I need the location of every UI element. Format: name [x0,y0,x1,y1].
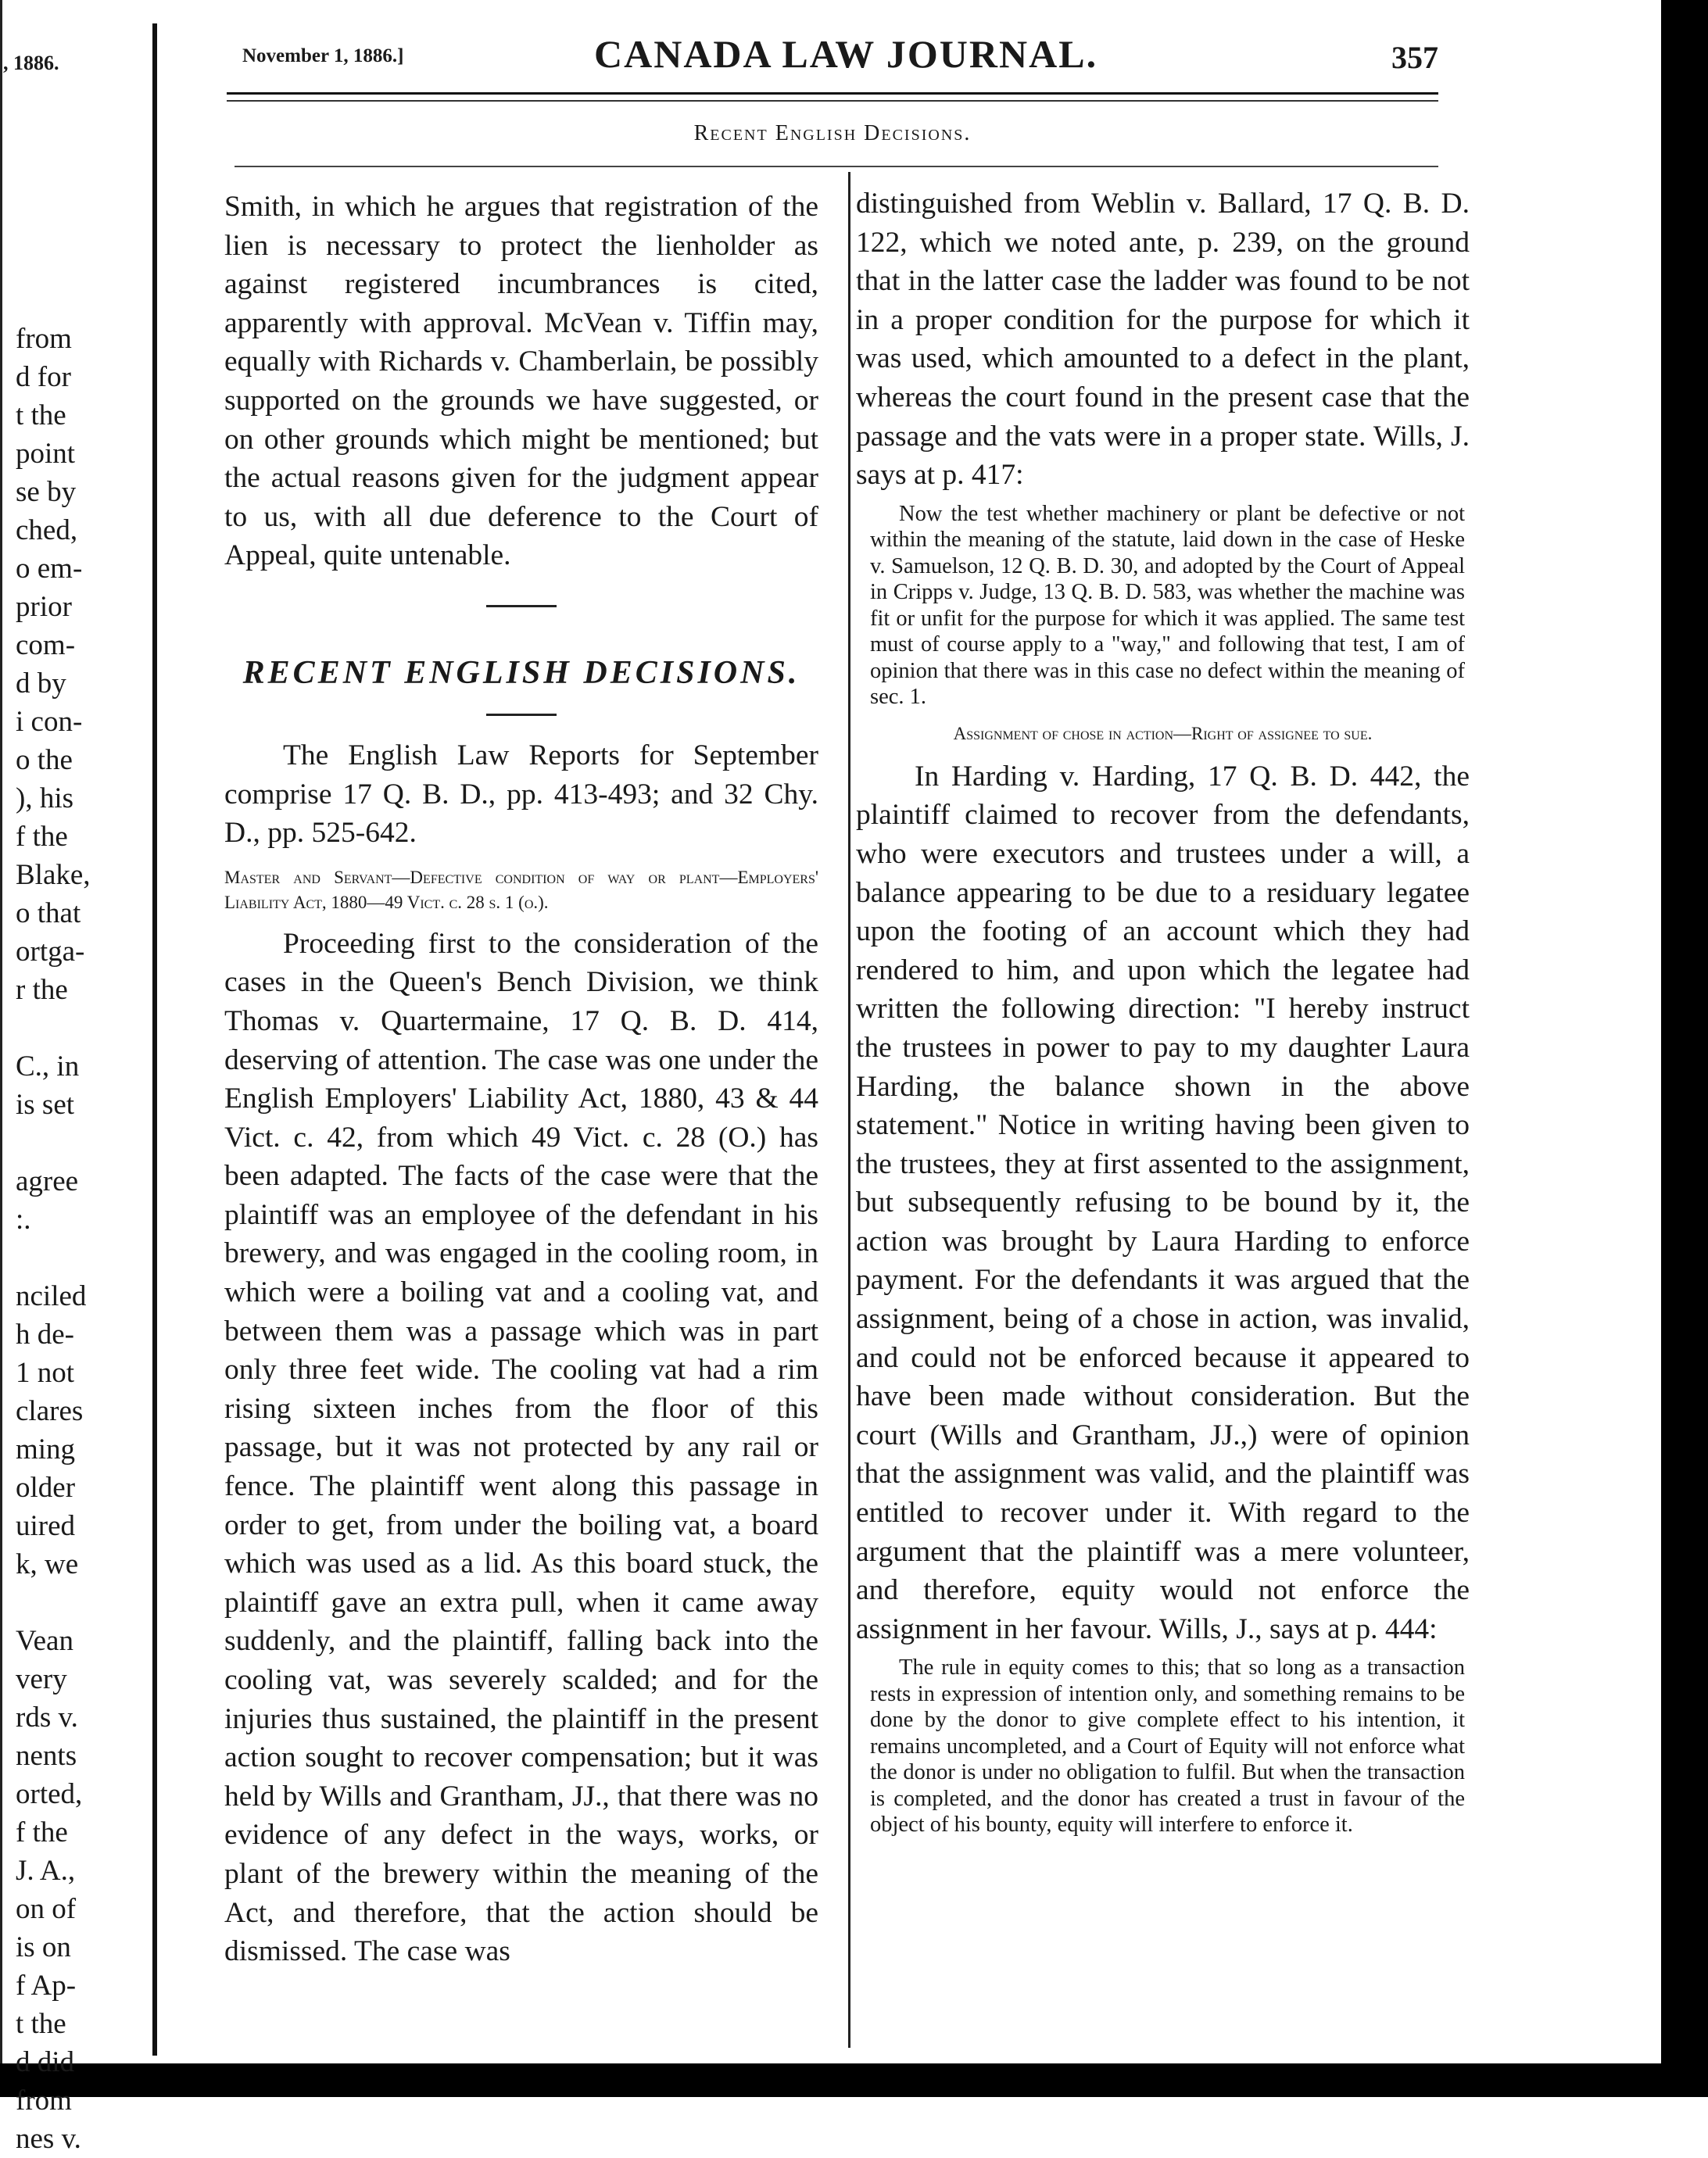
previous-page-line: very [16,1663,67,1695]
previous-page-line: d for [16,361,71,393]
main-paragraph: Proceeding first to the consideration of the cases in the Queen's Bench Division, we think Thomas v. Quartermaine, 17 Q. B. D. 414, deserving of attention. The case was one under the English Employers' Liability Act, 1880, 43 & 44 Vict. c. 42, from which 49 Vict. c. 28 (O.) has been adapted. The facts of the case were that the plaintiff was an employee of the defendant in his brewery, and was engaged in the cooling room, in which were a boiling vat and a cooling vat, and between them was a passage which was in part only three feet wide. The cooling vat had a rim rising sixteen inches from the floor of this passage, but it was not protected by any rail or fence. The plaintiff went along this passage in order to get, from under the boiling vat, a board which was used as a lid. As this board stuck, the plaintiff gave an extra pull, when it came away suddenly, and the plaintiff, falling back into the cooling vat, was severely scalded; and for the injuries thus sustained, the plaintiff in the present action sought to recover compensation; but it was held by Wills and Grantham, JJ., that there was no evidence of any defect in the ways, works, or plant of the brewery within the meaning of the Act, and therefore, that the action should be dismissed. The case was [224,927,818,1968]
previous-page-line: r the [16,974,68,1006]
previous-page-line: point [16,438,76,470]
continuation-paragraph: distinguished from Weblin v. Ballard, 17 Q. B. D. 122, which we noted ante, p. 239, on the ground that in the latter case the ladder was found to be not in a proper condition for the purpose for which it was used, which amounted to a defect in the plant, whereas the court found in the present case that the passage and the vats were in a proper state. Wills, J. says at p. 417: [856,188,1470,492]
previous-page-line: f the [16,1816,68,1848]
opening-paragraph: Smith, in which he argues that registration of the lien is necessary to protect the lienholder as against registered incumbrances is cited, apparently with approval. McVean v. Tiffin may, equally with Richards v. Chamberlain, be possibly supported on the grounds we have suggested, or on other grounds which might be mentioned; but the actual reasons given for the judgment appear to us, with all due deference to the Court of Appeal, quite untenable. [224,191,818,572]
previous-page-line: clares [16,1395,84,1427]
previous-page-line: rds v. [16,1702,78,1734]
previous-page-line [16,205,91,243]
harding-paragraph: In Harding v. Harding, 17 Q. B. D. 442, the plaintiff claimed to recover from the defendants, who were executors and trustees under a will, a balance appearing to be due to a residuary legatee upon the footing of an account which they had rendered to him, and upon which the legatee had written the following direction: "I hereby instruct the trustees in power to pay to my daughter Laura Harding, the balance shown in the above statement." Notice in writing having been given to the trustees, they at first assented to the assignment, but subsequently refusing to be bound by it, the action was brought by Laura Harding to enforce payment. For the defendants it was argued that the assignment, being of a chose in action, was invalid, and could not be enforced because it appeared to have been made without consideration. But the court (Wills and Grantham, JJ.,) were of opinion that the assignment was valid, and the plaintiff was entitled to recover under it. With regard to the argument that the plaintiff was a mere volunteer, and therefore, equity would not enforce the assignment in her favour. Wills, J., says at p. 444: [856,760,1470,1645]
block-quote: The rule in equity comes to this; that so long as a transaction rests in expression of intention only, and something remains to be done by the donor to give complete effect to his intention, it remains uncompleted, and a Court of Equity will not enforce what the donor is under no obligation to fulfil. But when the transaction is completed, and the donor has created a trust in favour of the object of his bounty, equity will interfere to enforce it. [870,1655,1465,1838]
previous-page-line: 1 not [16,1357,75,1389]
previous-page-line: on of [16,1893,77,1925]
previous-page-line: ming [16,1433,76,1466]
previous-page-line: o the [16,744,73,776]
previous-page-line: o em- [16,553,83,585]
previous-page-line: t the [16,399,66,431]
case-caption: Assignment of chose in action—Right of assignee to sue. [953,723,1373,743]
previous-page-line: from [16,2085,72,2117]
previous-page-line [16,1239,91,1277]
previous-page-line: Blake, [16,859,91,891]
previous-page-line [16,1124,91,1162]
previous-page-line: nciled [16,1280,87,1312]
previous-page-line: h de- [16,1319,74,1351]
previous-page-line: nents [16,1740,77,1772]
previous-page-lines [16,205,91,2158]
previous-page-line: d did [16,2046,75,2078]
running-head: Recent English Decisions. [693,121,972,145]
previous-page-line: agree [16,1165,79,1197]
page-number: 357 [1391,40,1438,75]
page-header [235,31,1438,86]
previous-page-line: C., in [16,1050,80,1083]
header-rule [227,92,1438,95]
right-column [856,184,1470,1838]
previous-page-line: ched, [16,514,78,546]
left-column [224,188,818,1971]
previous-page-line: uired [16,1510,76,1542]
previous-page-line: :. [16,1204,31,1236]
previous-page-line: ), his [16,782,73,814]
previous-page-line: J. A., [16,1855,76,1887]
previous-page-line: com- [16,629,76,661]
section-title: RECENT ENGLISH DECISIONS. [242,654,800,691]
block-quote: Now the test whether machinery or plant be defective or not within the meaning of the statute, laid down in the case of Heske v. Samuelson, 12 Q. B. D. 30, and adopted by the Court of Appeal in Cripps v. Judge, 13 Q. B. D. 583, was whether the machine was fit or unfit for the purpose for which it was applied. The same test must of course apply to a "way," and following that test, I am of opinion that there was in this case no defect within the meaning of sec. 1. [870,501,1465,710]
previous-page-line: prior [16,591,72,623]
previous-page-date: , 1886. [3,52,59,74]
previous-page-line: f the [16,821,68,853]
header-date: November 1, 1886.] [242,45,404,66]
journal-title: CANADA LAW JOURNAL. [594,32,1098,76]
previous-page-line [16,281,91,320]
case-caption: Master and Servant—Defective condition of way or plant—Employers' Liability Act, 1880—49 Vict. c. 28 s. 1 (o.). [224,867,818,912]
previous-page-line: t the [16,2008,66,2040]
reports-paragraph: The English Law Reports for September comprise 17 Q. B. D., pp. 413-493; and 32 Chy. D., pp. 525-642. [224,739,818,850]
header-rule-thin [227,100,1438,102]
scan-edge-bottom [0,2063,1708,2097]
running-head-rule [235,166,1438,167]
previous-page-line: ortga- [16,936,85,968]
previous-page-line [16,1584,91,1622]
previous-page-line: from [16,323,72,355]
binding-gutter [152,23,157,2056]
previous-page-line: se by [16,476,77,508]
previous-page-line: f Ap- [16,1970,77,2002]
previous-page-line: older [16,1472,76,1504]
previous-page-line [16,1009,91,1047]
previous-page-fragment [0,0,149,2155]
column-divider [848,172,850,2048]
previous-page-line: o that [16,897,81,929]
previous-page-line: i con- [16,706,83,738]
previous-page-line: d by [16,667,66,700]
previous-page-line [16,243,91,281]
previous-page-line: nes v. [16,2123,81,2155]
previous-page-line: is on [16,1931,71,1963]
previous-page-line: k, we [16,1548,79,1580]
previous-page-line: is set [16,1089,75,1121]
scan-edge-right [1661,0,1708,2097]
previous-page-line: orted, [16,1778,83,1810]
previous-page-line: Vean [16,1625,73,1657]
